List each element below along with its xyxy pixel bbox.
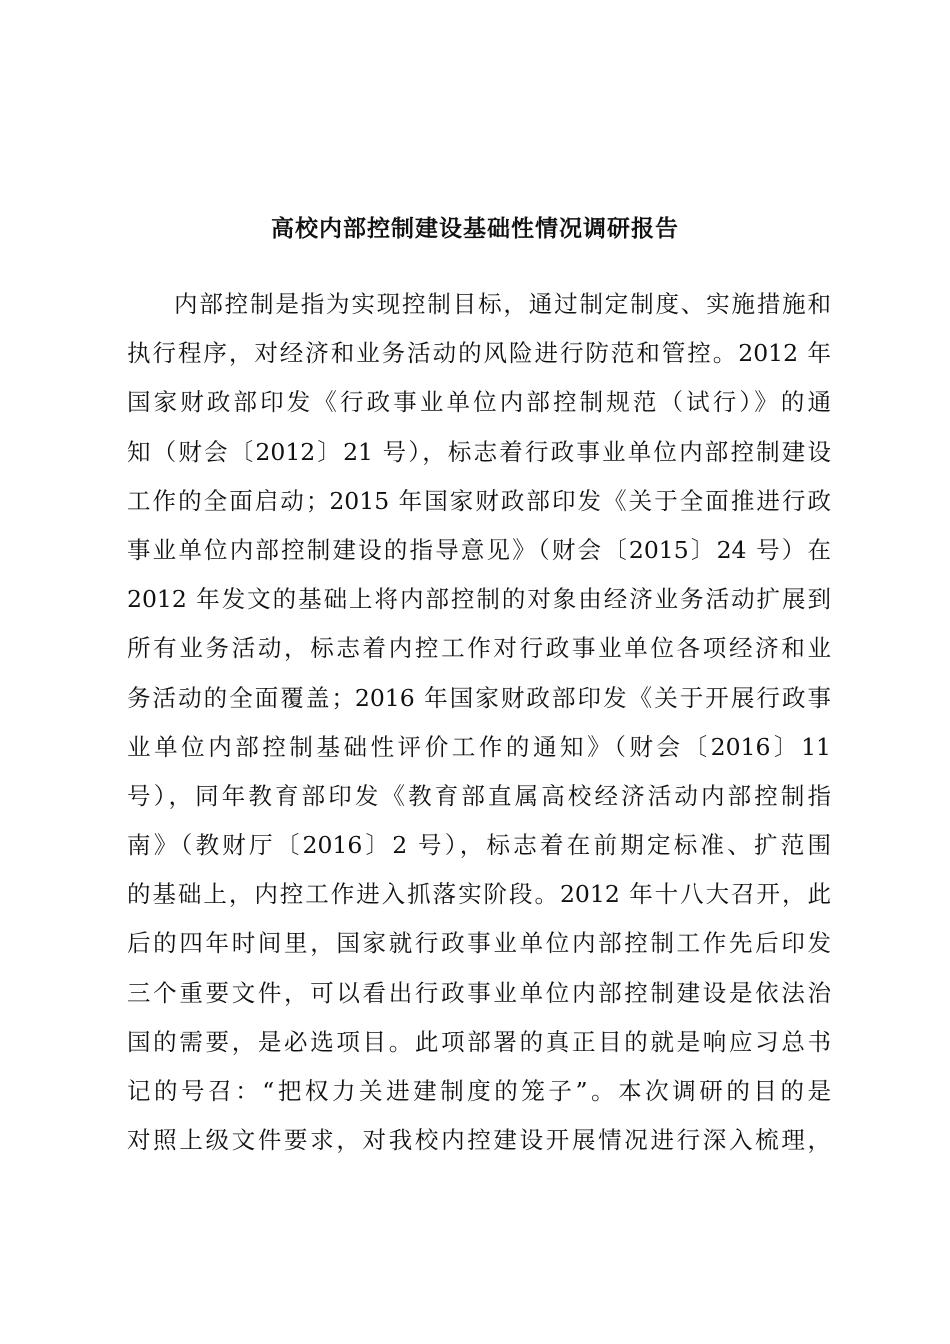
body-line: 所有业务活动，标志着内控工作对行政事业单位各项经济和业 — [127, 634, 831, 663]
body-line: 国的需要，是必选项目。此项部署的真正目的就是响应习总书 — [127, 1027, 831, 1056]
body-line: 执行程序，对经济和业务活动的风险进行防范和管控。2012 年 — [127, 339, 831, 368]
body-line: 的基础上，内控工作进入抓落实阶段。2012 年十八大召开，此 — [127, 880, 831, 909]
body-line: 2012 年发文的基础上将内部控制的对象由经济业务活动扩展到 — [127, 585, 831, 614]
body-line: 对照上级文件要求，对我校内控建设开展情况进行深入梳理， — [127, 1126, 831, 1155]
body-line: 三个重要文件，可以看出行政事业单位内部控制建设是依法治 — [127, 978, 831, 1007]
body-line: 号），同年教育部印发《教育部直属高校经济活动内部控制指 — [127, 781, 831, 810]
document-title: 高校内部控制建设基础性情况调研报告 — [271, 215, 679, 242]
body-line: 务活动的全面覆盖；2016 年国家财政部印发《关于开展行政事 — [127, 683, 831, 712]
document-body — [127, 280, 831, 1165]
body-line: 业单位内部控制基础性评价工作的通知》（财会〔2016〕11 — [127, 732, 831, 761]
body-line: 事业单位内部控制建设的指导意见》（财会〔2015〕24 号）在 — [127, 535, 831, 564]
body-line: 后的四年时间里，国家就行政事业单位内部控制工作先后印发 — [127, 929, 831, 958]
body-line: 南》（教财厅〔2016〕2 号），标志着在前期定标准、扩范围 — [127, 831, 831, 860]
body-line: 记的号召：“把权力关进建制度的笼子”。本次调研的目的是 — [127, 1077, 831, 1105]
body-line: 内部控制是指为实现控制目标，通过制定制度、实施措施和 — [174, 290, 831, 318]
body-line: 工作的全面启动；2015 年国家财政部印发《关于全面推进行政 — [127, 486, 831, 515]
body-line: 国家财政部印发《行政事业单位内部控制规范（试行）》的通 — [127, 388, 831, 417]
body-line: 知（财会〔2012〕21 号），标志着行政事业单位内部控制建设 — [127, 437, 831, 466]
